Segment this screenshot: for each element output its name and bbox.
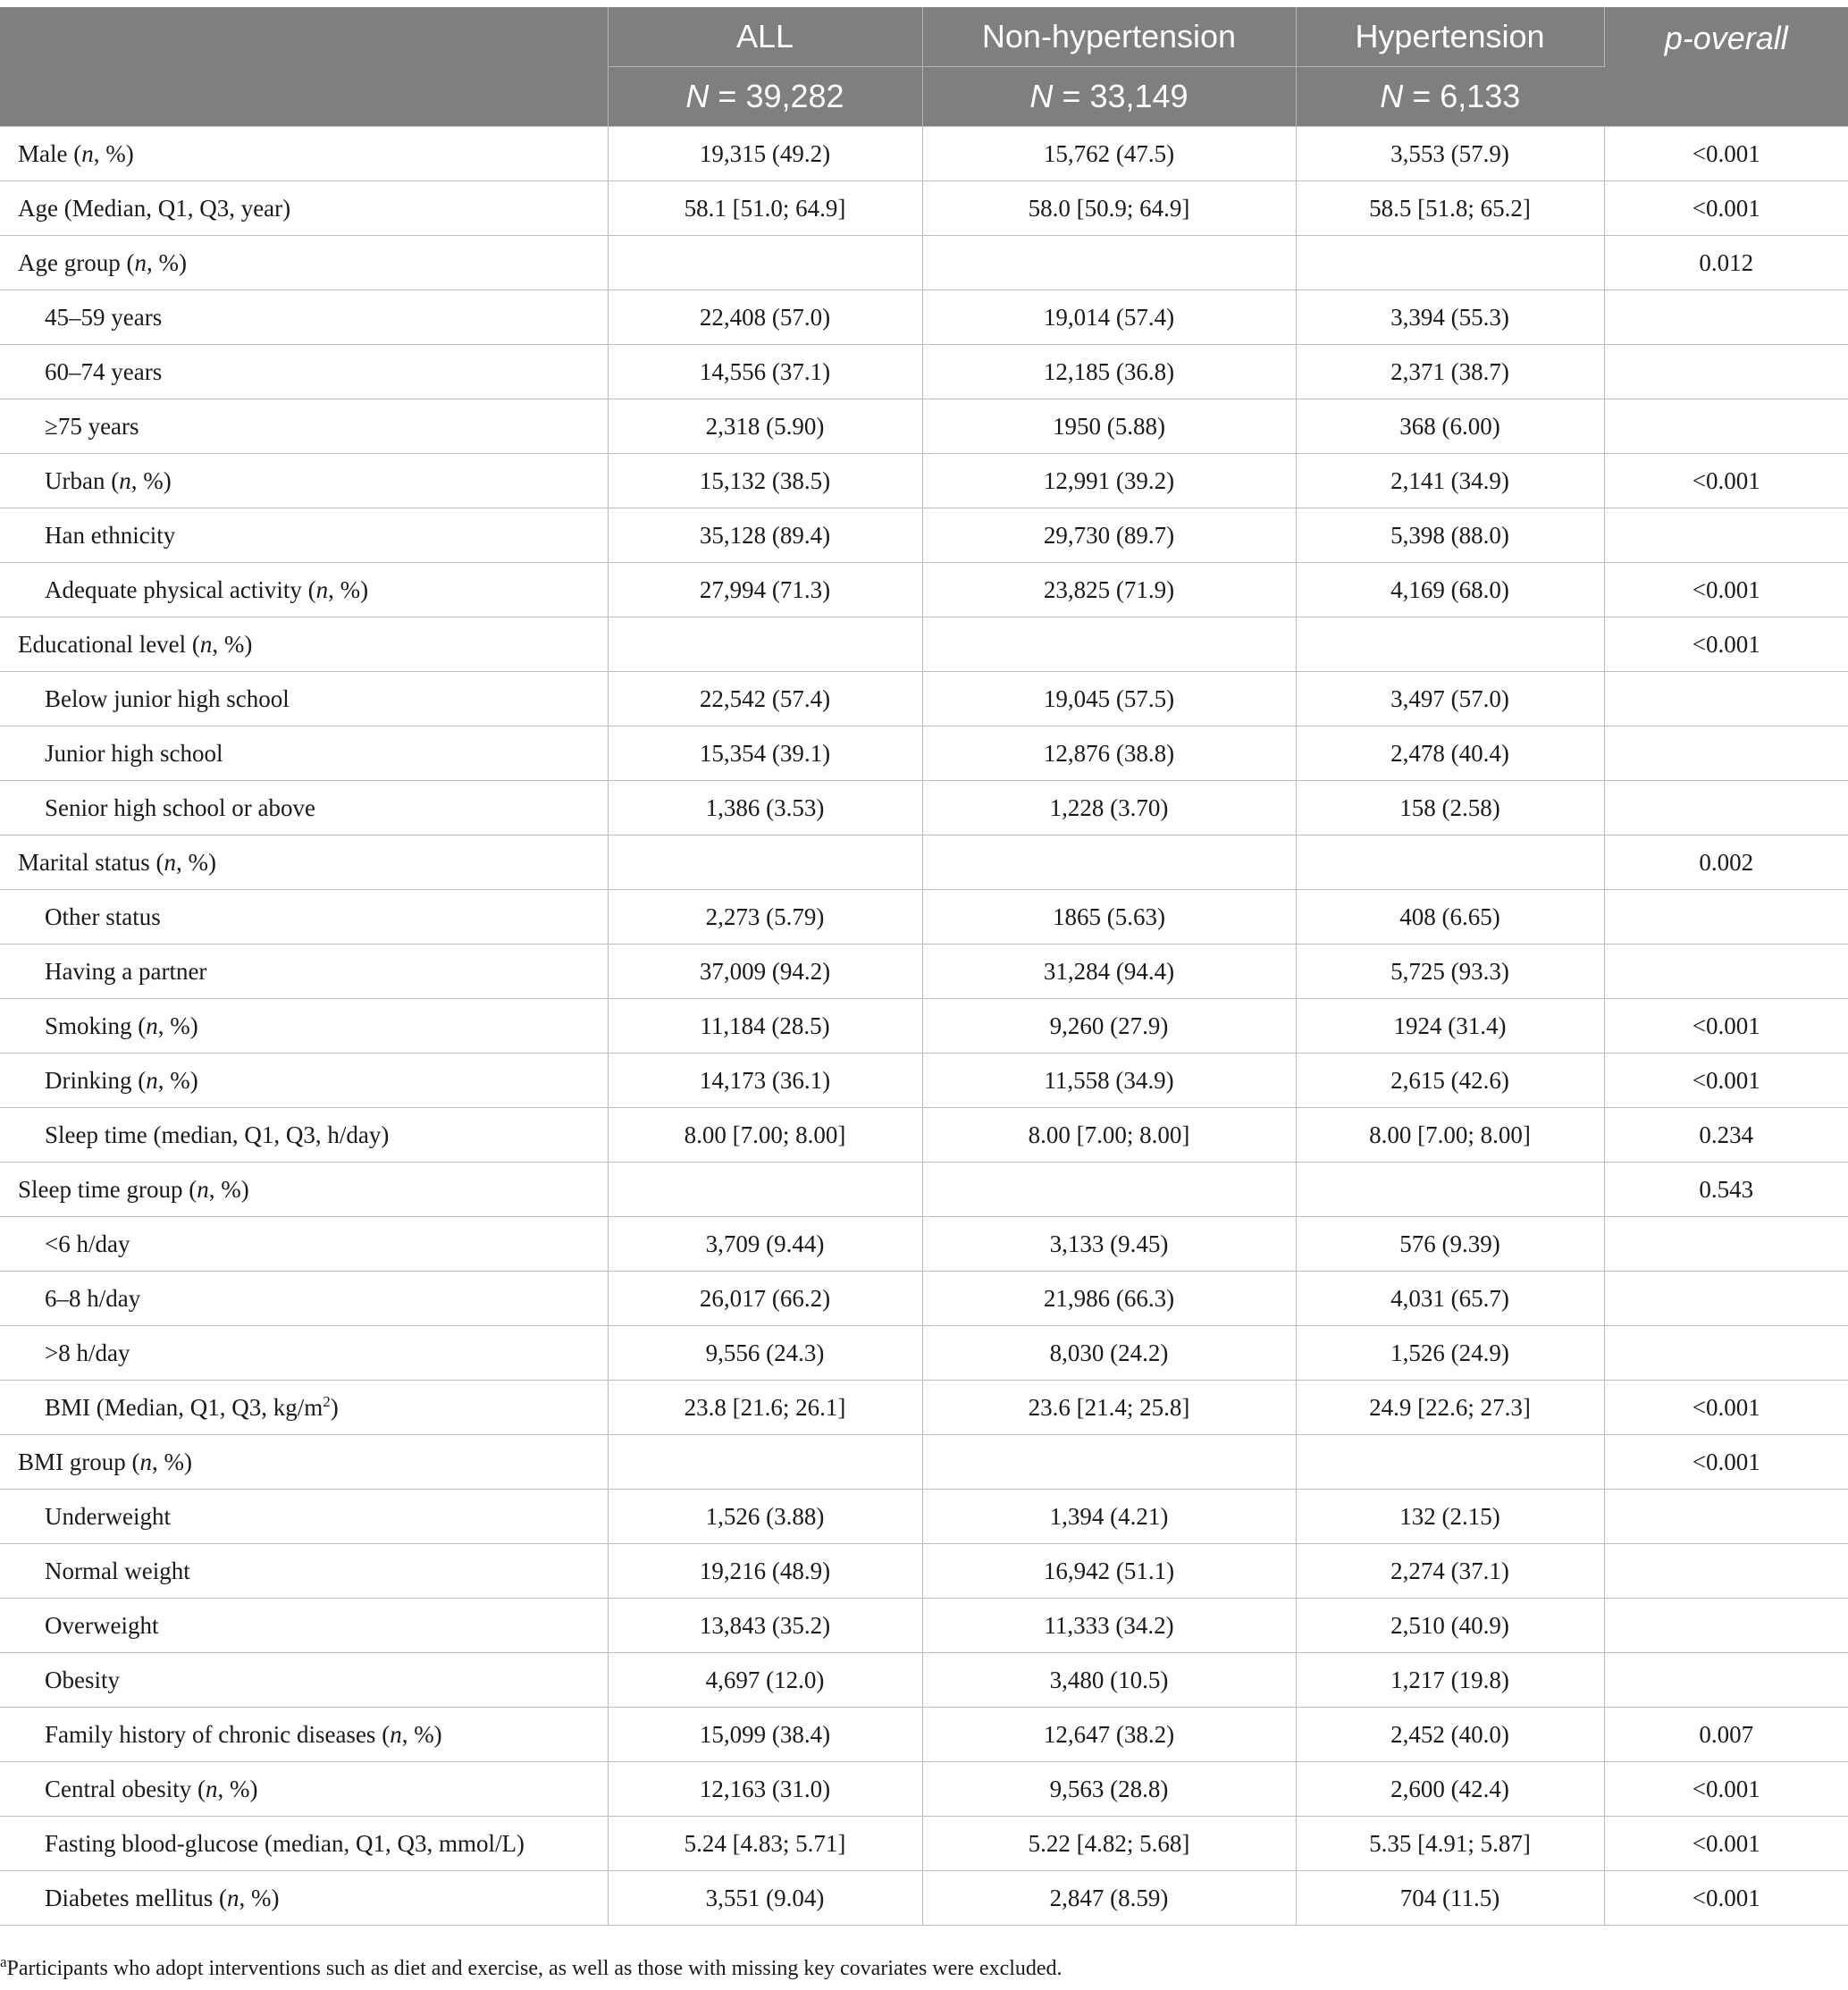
row-label-text: Below junior high school <box>45 684 290 712</box>
row-label-text: Male <box>18 139 68 167</box>
table-row <box>0 1653 1848 1708</box>
n-value-non-hypertension: 33,149 <box>1089 78 1189 114</box>
cell-non-hypertension <box>922 835 1296 890</box>
row-label-text: Central obesity <box>45 1775 192 1802</box>
italic-n: n <box>390 1720 402 1748</box>
row-label <box>0 999 608 1054</box>
table-row <box>0 1762 1848 1817</box>
header-n-non-hypertension: N = 33,149 <box>922 67 1296 127</box>
cell-all: 12,163 (31.0) <box>608 1762 922 1817</box>
cell-p-overall <box>1604 1599 1848 1653</box>
row-label-suffix: (n, %) <box>111 466 172 494</box>
row-label <box>0 1163 608 1217</box>
cell-all <box>608 1163 922 1217</box>
cell-p-overall: <0.001 <box>1604 617 1848 672</box>
cell-non-hypertension: 12,876 (38.8) <box>922 726 1296 781</box>
cell-non-hypertension: 11,558 (34.9) <box>922 1054 1296 1108</box>
cell-p-overall: <0.001 <box>1604 999 1848 1054</box>
cell-hypertension: 24.9 [22.6; 27.3] <box>1296 1381 1604 1435</box>
table-row <box>0 290 1848 345</box>
cell-all: 1,526 (3.88) <box>608 1490 922 1544</box>
cell-non-hypertension: 3,480 (10.5) <box>922 1653 1296 1708</box>
cell-non-hypertension: 8,030 (24.2) <box>922 1326 1296 1381</box>
cell-non-hypertension: 29,730 (89.7) <box>922 508 1296 563</box>
row-label <box>0 945 608 999</box>
cell-hypertension: 704 (11.5) <box>1296 1871 1604 1926</box>
row-label-text: Drinking <box>45 1066 132 1094</box>
footnote-marker: a <box>0 1953 7 1970</box>
cell-non-hypertension: 12,647 (38.2) <box>922 1708 1296 1762</box>
table-row <box>0 726 1848 781</box>
cell-non-hypertension: 3,133 (9.45) <box>922 1217 1296 1272</box>
row-label <box>0 1762 608 1817</box>
cell-all <box>608 1435 922 1490</box>
row-label <box>0 781 608 835</box>
cell-p-overall <box>1604 1653 1848 1708</box>
row-label <box>0 1871 608 1926</box>
row-label-text: Diabetes mellitus <box>45 1884 214 1911</box>
row-label <box>0 1653 608 1708</box>
cell-all: 35,128 (89.4) <box>608 508 922 563</box>
row-label-suffix: (n, %) <box>138 1012 198 1039</box>
table-body <box>0 127 1848 1926</box>
row-label <box>0 726 608 781</box>
row-label <box>0 1817 608 1871</box>
cell-non-hypertension: 1865 (5.63) <box>922 890 1296 945</box>
italic-n: n <box>197 1175 209 1203</box>
cell-p-overall <box>1604 1544 1848 1599</box>
header-col-non-hypertension: Non-hypertension <box>922 7 1296 67</box>
row-label-suffix: (n, %) <box>138 1066 198 1094</box>
cell-hypertension: 2,141 (34.9) <box>1296 454 1604 508</box>
cell-p-overall <box>1604 945 1848 999</box>
header-n-hypertension: N = 6,133 <box>1296 67 1604 127</box>
cell-all: 58.1 [51.0; 64.9] <box>608 181 922 236</box>
cell-hypertension: 3,394 (55.3) <box>1296 290 1604 345</box>
cell-all: 2,273 (5.79) <box>608 890 922 945</box>
row-label <box>0 508 608 563</box>
table-row <box>0 945 1848 999</box>
cell-hypertension <box>1296 617 1604 672</box>
table-row <box>0 508 1848 563</box>
cell-non-hypertension <box>922 236 1296 290</box>
n-symbol: N <box>1029 78 1054 114</box>
cell-non-hypertension: 9,260 (27.9) <box>922 999 1296 1054</box>
row-label-text: Underweight <box>45 1502 171 1530</box>
row-label-text: Age (Median, Q1, Q3, year) <box>18 194 291 222</box>
table-row <box>0 1108 1848 1163</box>
table-row <box>0 1599 1848 1653</box>
cell-all: 22,408 (57.0) <box>608 290 922 345</box>
table-row <box>0 672 1848 726</box>
cell-all: 22,542 (57.4) <box>608 672 922 726</box>
cell-hypertension: 2,600 (42.4) <box>1296 1762 1604 1817</box>
cell-all: 19,216 (48.9) <box>608 1544 922 1599</box>
n-value-hypertension: 6,133 <box>1440 78 1521 114</box>
row-label-text: Junior high school <box>45 739 223 767</box>
cell-non-hypertension: 1,228 (3.70) <box>922 781 1296 835</box>
row-label-text: Educational level <box>18 630 187 658</box>
row-label <box>0 399 608 454</box>
cell-hypertension: 3,553 (57.9) <box>1296 127 1604 181</box>
row-label-text: Marital status <box>18 848 150 876</box>
row-label-text: BMI (Median, Q1, Q3, kg/m <box>45 1393 323 1421</box>
header-row-groups <box>0 7 1848 67</box>
footnote-text: Participants who adopt interventions such as diet and exercise, as well as those with missing key covariates were excluded. <box>6 1957 1063 1980</box>
cell-non-hypertension <box>922 617 1296 672</box>
cell-p-overall: <0.001 <box>1604 127 1848 181</box>
cell-all: 1,386 (3.53) <box>608 781 922 835</box>
row-label-text: 45–59 years <box>45 303 163 331</box>
cell-hypertension: 1924 (31.4) <box>1296 999 1604 1054</box>
italic-n: n <box>199 630 213 658</box>
cell-p-overall: 0.543 <box>1604 1163 1848 1217</box>
row-label-text: Overweight <box>45 1611 159 1639</box>
row-label-suffix: (n, %) <box>191 630 253 658</box>
cell-hypertension: 4,169 (68.0) <box>1296 563 1604 617</box>
cell-non-hypertension: 1950 (5.88) <box>922 399 1296 454</box>
cell-non-hypertension: 11,333 (34.2) <box>922 1599 1296 1653</box>
table-row <box>0 1381 1848 1435</box>
table-row <box>0 1435 1848 1490</box>
row-label-text: Fasting blood-glucose (median, Q1, Q3, mmol/L) <box>45 1829 525 1857</box>
cell-hypertension: 132 (2.15) <box>1296 1490 1604 1544</box>
cell-hypertension: 58.5 [51.8; 65.2] <box>1296 181 1604 236</box>
cell-p-overall <box>1604 890 1848 945</box>
cell-non-hypertension: 1,394 (4.21) <box>922 1490 1296 1544</box>
cell-hypertension <box>1296 236 1604 290</box>
cell-all: 3,709 (9.44) <box>608 1217 922 1272</box>
cell-hypertension: 2,274 (37.1) <box>1296 1544 1604 1599</box>
row-label <box>0 1108 608 1163</box>
cell-all: 3,551 (9.04) <box>608 1871 922 1926</box>
cell-all: 14,556 (37.1) <box>608 345 922 399</box>
cell-hypertension: 5,398 (88.0) <box>1296 508 1604 563</box>
table-footnote <box>0 1953 1063 1981</box>
cell-all: 8.00 [7.00; 8.00] <box>608 1108 922 1163</box>
row-label <box>0 1708 608 1762</box>
row-label-text: Having a partner <box>45 957 207 985</box>
cell-all: 13,843 (35.2) <box>608 1599 922 1653</box>
row-label <box>0 236 608 290</box>
cell-p-overall <box>1604 399 1848 454</box>
cell-non-hypertension <box>922 1163 1296 1217</box>
cell-p-overall <box>1604 508 1848 563</box>
cell-p-overall <box>1604 345 1848 399</box>
cell-all: 9,556 (24.3) <box>608 1326 922 1381</box>
cell-hypertension: 2,615 (42.6) <box>1296 1054 1604 1108</box>
cell-hypertension: 158 (2.58) <box>1296 781 1604 835</box>
row-label-text: Smoking <box>45 1012 132 1039</box>
header-col-hypertension: Hypertension <box>1296 7 1604 67</box>
table-row <box>0 1272 1848 1326</box>
cell-all <box>608 617 922 672</box>
table-row <box>0 454 1848 508</box>
header-n-all: N = 39,282 <box>608 67 922 127</box>
cell-non-hypertension: 16,942 (51.1) <box>922 1544 1296 1599</box>
cell-all: 4,697 (12.0) <box>608 1653 922 1708</box>
row-label-suffix: (n, %) <box>307 575 369 603</box>
table-row <box>0 563 1848 617</box>
header-col-all: ALL <box>608 7 922 67</box>
cell-hypertension: 2,371 (38.7) <box>1296 345 1604 399</box>
row-label-text: Sleep time group <box>18 1175 183 1203</box>
row-label-text: Senior high school or above <box>45 793 315 821</box>
row-label-suffix: (n, %) <box>189 1175 249 1203</box>
cell-hypertension: 408 (6.65) <box>1296 890 1604 945</box>
row-label <box>0 1381 608 1435</box>
cell-non-hypertension: 23,825 (71.9) <box>922 563 1296 617</box>
row-label-suffix: (n, %) <box>126 248 187 276</box>
cell-non-hypertension: 19,045 (57.5) <box>922 672 1296 726</box>
row-label-suffix: (n, %) <box>155 848 216 876</box>
row-label <box>0 835 608 890</box>
cell-p-overall: <0.001 <box>1604 1817 1848 1871</box>
cell-p-overall: <0.001 <box>1604 1435 1848 1490</box>
cell-p-overall: <0.001 <box>1604 1871 1848 1926</box>
row-label <box>0 345 608 399</box>
table-row <box>0 1326 1848 1381</box>
row-label <box>0 672 608 726</box>
cell-hypertension <box>1296 1435 1604 1490</box>
table-row <box>0 127 1848 181</box>
cell-p-overall <box>1604 1272 1848 1326</box>
table-row <box>0 999 1848 1054</box>
row-label-text: Normal weight <box>45 1557 190 1584</box>
cell-hypertension <box>1296 1163 1604 1217</box>
cell-hypertension: 2,510 (40.9) <box>1296 1599 1604 1653</box>
cell-hypertension: 1,526 (24.9) <box>1296 1326 1604 1381</box>
row-label-suffix: (n, %) <box>131 1448 192 1475</box>
n-symbol: N <box>685 78 710 114</box>
row-label-text: Han ethnicity <box>45 521 176 549</box>
italic-n: n <box>164 848 176 876</box>
cell-all: 5.24 [4.83; 5.71] <box>608 1817 922 1871</box>
row-label-text: >8 h/day <box>45 1339 130 1366</box>
cell-all: 15,099 (38.4) <box>608 1708 922 1762</box>
row-label-superscript: 2 <box>323 1392 331 1410</box>
table-row <box>0 181 1848 236</box>
cell-all <box>608 835 922 890</box>
row-label <box>0 1544 608 1599</box>
cell-non-hypertension: 8.00 [7.00; 8.00] <box>922 1108 1296 1163</box>
cell-p-overall <box>1604 1490 1848 1544</box>
row-label-text: Urban <box>45 466 105 494</box>
cell-p-overall <box>1604 1326 1848 1381</box>
table-row <box>0 1054 1848 1108</box>
cell-hypertension <box>1296 835 1604 890</box>
row-label-text: Other status <box>45 903 161 930</box>
cell-all: 14,173 (36.1) <box>608 1054 922 1108</box>
cell-p-overall: <0.001 <box>1604 181 1848 236</box>
table-row <box>0 1871 1848 1926</box>
cell-non-hypertension <box>922 1435 1296 1490</box>
row-label <box>0 290 608 345</box>
table-row <box>0 236 1848 290</box>
table-row <box>0 781 1848 835</box>
row-label <box>0 1435 608 1490</box>
row-label <box>0 127 608 181</box>
row-label-text: Family history of chronic diseases <box>45 1720 376 1748</box>
cell-non-hypertension: 58.0 [50.9; 64.9] <box>922 181 1296 236</box>
row-label-close: ) <box>330 1393 339 1421</box>
cell-all <box>608 236 922 290</box>
row-label-suffix: (n, %) <box>218 1884 280 1911</box>
cell-p-overall <box>1604 781 1848 835</box>
italic-n: n <box>315 575 329 603</box>
cell-hypertension: 2,478 (40.4) <box>1296 726 1604 781</box>
cell-non-hypertension: 5.22 [4.82; 5.68] <box>922 1817 1296 1871</box>
italic-n: n <box>119 466 131 494</box>
row-label <box>0 1599 608 1653</box>
italic-n: n <box>146 1012 158 1039</box>
row-label-text: BMI group <box>18 1448 126 1475</box>
row-label <box>0 181 608 236</box>
row-label <box>0 1217 608 1272</box>
row-label <box>0 563 608 617</box>
italic-n: n <box>134 248 147 276</box>
cell-hypertension: 4,031 (65.7) <box>1296 1272 1604 1326</box>
baseline-characteristics-table <box>0 7 1848 1926</box>
row-label-text: 6–8 h/day <box>45 1284 141 1312</box>
italic-n: n <box>226 1884 239 1911</box>
cell-p-overall: 0.234 <box>1604 1108 1848 1163</box>
cell-hypertension: 1,217 (19.8) <box>1296 1653 1604 1708</box>
cell-hypertension: 8.00 [7.00; 8.00] <box>1296 1108 1604 1163</box>
cell-p-overall: <0.001 <box>1604 454 1848 508</box>
row-label <box>0 1326 608 1381</box>
cell-non-hypertension: 15,762 (47.5) <box>922 127 1296 181</box>
row-label <box>0 617 608 672</box>
table-row <box>0 1817 1848 1871</box>
cell-non-hypertension: 12,185 (36.8) <box>922 345 1296 399</box>
cell-hypertension: 3,497 (57.0) <box>1296 672 1604 726</box>
cell-non-hypertension: 2,847 (8.59) <box>922 1871 1296 1926</box>
row-label <box>0 890 608 945</box>
table-row <box>0 890 1848 945</box>
row-label <box>0 1490 608 1544</box>
cell-non-hypertension: 19,014 (57.4) <box>922 290 1296 345</box>
italic-n: n <box>205 1775 218 1802</box>
cell-non-hypertension: 9,563 (28.8) <box>922 1762 1296 1817</box>
cell-all: 15,354 (39.1) <box>608 726 922 781</box>
table-row <box>0 1708 1848 1762</box>
cell-p-overall: 0.002 <box>1604 835 1848 890</box>
row-label-text: ≥75 years <box>45 412 139 440</box>
cell-p-overall: <0.001 <box>1604 563 1848 617</box>
n-symbol: N <box>1380 78 1404 114</box>
row-label-suffix: (n, %) <box>382 1720 442 1748</box>
row-label <box>0 1054 608 1108</box>
table-row <box>0 1544 1848 1599</box>
table-row <box>0 617 1848 672</box>
cell-all: 27,994 (71.3) <box>608 563 922 617</box>
cell-p-overall <box>1604 726 1848 781</box>
cell-non-hypertension: 31,284 (94.4) <box>922 945 1296 999</box>
row-label <box>0 454 608 508</box>
table-row <box>0 399 1848 454</box>
row-label-text: <6 h/day <box>45 1230 130 1257</box>
cell-all: 15,132 (38.5) <box>608 454 922 508</box>
n-value-all: 39,282 <box>745 78 844 114</box>
cell-all: 37,009 (94.2) <box>608 945 922 999</box>
cell-p-overall <box>1604 290 1848 345</box>
header-blank-cell <box>0 7 608 127</box>
cell-p-overall: <0.001 <box>1604 1054 1848 1108</box>
row-label-suffix: (n, %) <box>197 1775 258 1802</box>
cell-non-hypertension: 21,986 (66.3) <box>922 1272 1296 1326</box>
italic-n: n <box>139 1448 152 1475</box>
cell-hypertension: 576 (9.39) <box>1296 1217 1604 1272</box>
row-label-text: Age group <box>18 248 121 276</box>
row-label-text: Sleep time (median, Q1, Q3, h/day) <box>45 1121 390 1148</box>
row-label-text: Adequate physical activity <box>45 575 302 603</box>
table-row <box>0 835 1848 890</box>
cell-p-overall: 0.012 <box>1604 236 1848 290</box>
table-row <box>0 1217 1848 1272</box>
cell-all: 23.8 [21.6; 26.1] <box>608 1381 922 1435</box>
cell-p-overall: <0.001 <box>1604 1762 1848 1817</box>
cell-hypertension: 5,725 (93.3) <box>1296 945 1604 999</box>
table-row <box>0 1163 1848 1217</box>
cell-hypertension: 2,452 (40.0) <box>1296 1708 1604 1762</box>
cell-all: 11,184 (28.5) <box>608 999 922 1054</box>
cell-p-overall <box>1604 672 1848 726</box>
cell-all: 26,017 (66.2) <box>608 1272 922 1326</box>
header-p-overall: p-overall <box>1604 7 1848 127</box>
row-label-text: Obesity <box>45 1666 120 1693</box>
table-row <box>0 1490 1848 1544</box>
italic-n: n <box>146 1066 158 1094</box>
cell-all: 2,318 (5.90) <box>608 399 922 454</box>
cell-hypertension: 5.35 [4.91; 5.87] <box>1296 1817 1604 1871</box>
row-label <box>0 1272 608 1326</box>
cell-p-overall <box>1604 1217 1848 1272</box>
cell-hypertension: 368 (6.00) <box>1296 399 1604 454</box>
cell-p-overall: <0.001 <box>1604 1381 1848 1435</box>
row-label-text: 60–74 years <box>45 357 163 385</box>
italic-n: n <box>81 139 94 167</box>
row-label-suffix: (n, %) <box>73 139 134 167</box>
cell-p-overall: 0.007 <box>1604 1708 1848 1762</box>
cell-all: 19,315 (49.2) <box>608 127 922 181</box>
cell-non-hypertension: 23.6 [21.4; 25.8] <box>922 1381 1296 1435</box>
cell-non-hypertension: 12,991 (39.2) <box>922 454 1296 508</box>
table-row <box>0 345 1848 399</box>
